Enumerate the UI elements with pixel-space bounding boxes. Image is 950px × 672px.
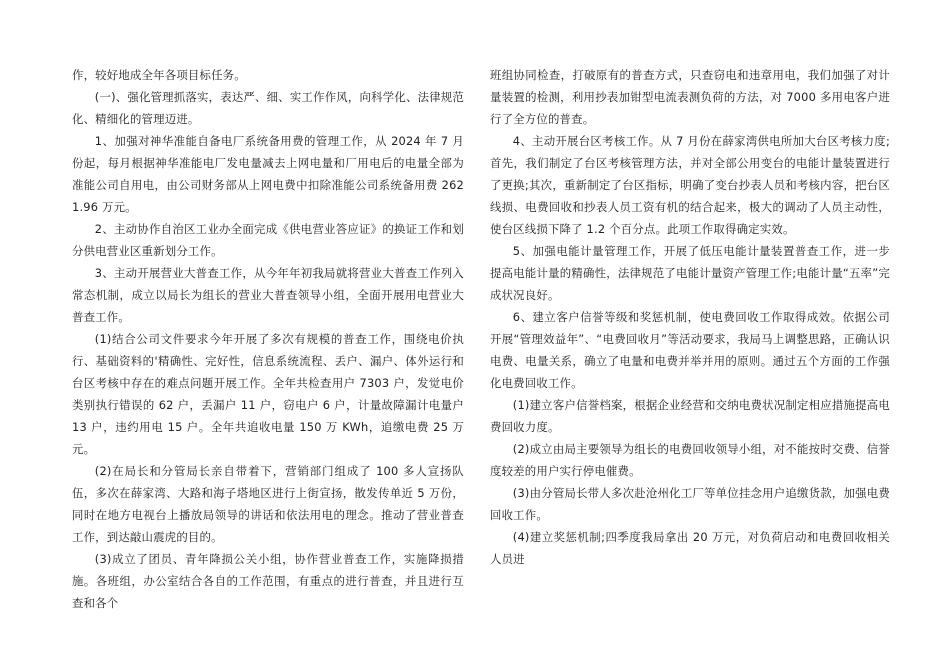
paragraph: (2)在局长和分管局长亲自带着下，营销部门组成了 100 多人宣扬队伍，多次在薛家湾、大路和海子塔地区进行上街宣扬，散发传单近 5 万份，同时在地方电视台上播放局领导的讲话和依法用电的理念。推动了营业普查工作，到达敲山震虎的目的。 xyxy=(72,464,464,544)
paragraph: (3)由分管局长带人多次赴沧州化工厂等单位挂念用户追缴货款，加强电费回收工作。 xyxy=(490,486,890,522)
paragraph: (2)成立由局主要领导为组长的电费回收领导小组，对不能按时交费、信誉度较差的用户实行停电催费。 xyxy=(490,442,890,478)
paragraph: 2、主动协作自治区工业办全面完成《供电营业答应证》的换证工作和划分供电营业区重新划分工作。 xyxy=(72,222,464,258)
paragraph: 3、主动开展营业大普查工作，从今年年初我局就将营业大普查工作列入常态机制，成立以局长为组长的营业大普查领导小组，全面开展用电营业大普查工作。 xyxy=(72,266,464,324)
paragraph: 班组协同检查，打破原有的普查方式，只查窃电和违章用电，我们加强了对计量装置的检测，利用抄表加钳型电流表测负荷的方法，对 7000 多用电客户进行了全方位的普查。 xyxy=(490,68,890,126)
paragraph: 作，较好地成全年各项目标任务。 xyxy=(72,68,246,82)
right-column xyxy=(490,64,890,570)
paragraph: (3)成立了团员、青年降损公关小组，协作营业普查工作，实施降损措施。各班组，办公室结合各自的工作范围，有重点的进行普查，并且进行互查和各个 xyxy=(72,552,464,610)
paragraph: (1)结合公司文件要求今年开展了多次有规模的普查工作，围绕电价执行、基础资料的'精确性、完好性，信息系统流程、丢户、漏户、体外运行和台区考核中存在的难点问题开展工作。全年共检查用户 7303 户，发觉电价类别执行错误的 62 户，丢漏户 11 户，窃电户 6 户，计量故障漏计电量户 13 户，违约用电 15 户。全年共追收电量 150 万 KWh，追缴电费 25 万元。 xyxy=(72,332,464,456)
left-column xyxy=(72,64,464,614)
paragraph: 1、加强对神华准能自备电厂系统备用费的管理工作，从 2024 年 7 月份起，每月根据神华准能电厂发电量减去上网电量和厂用电后的电量全部为准能公司自用电，由公司财务部从上网电费中扣除准能公司系统备用费 2621.96 万元。 xyxy=(72,134,464,214)
paragraph: (4)建立奖惩机制;四季度我局拿出 20 万元，对负荷启动和电费回收相关人员进 xyxy=(490,530,890,566)
paragraph: 6、建立客户信誉等级和奖惩机制，使电费回收工作取得成效。依据公司开展“管理效益年”、“电费回收月”等活动要求，我局马上调整思路，正确认识电费、电量关系，确立了电量和电费并举并用的原则。通过五个方面的工作强化电费回收工作。 xyxy=(490,310,890,390)
paragraph: (1)建立客户信誉档案，根据企业经营和交纳电费状况制定相应措施提高电费回收力度。 xyxy=(490,398,890,434)
paragraph: 4、主动开展台区考核工作。从 7 月份在薛家湾供电所加大台区考核力度;首先，我们制定了台区考核管理方法，并对全部公用变台的电能计量装置进行了更换;其次，重新制定了台区指标，明确了变台抄表人员和考核内容，把台区线损、电费回收和抄表人员工资有机的结合起来，极大的调动了人员主动性，使台区线损下降了 1.2 个百分点。此项工作取得确定实效。 xyxy=(490,134,890,236)
paragraph: 5、加强电能计量管理工作，开展了低压电能计量装置普查工作，进一步提高电能计量的精确性，法律规范了电能计量资产管理工作;电能计量“五率”完成状况良好。 xyxy=(490,244,890,302)
paragraph: (一)、强化管理抓落实，表达严、细、实工作作风，向科学化、法律规范化、精细化的管理迈进。 xyxy=(72,90,464,126)
